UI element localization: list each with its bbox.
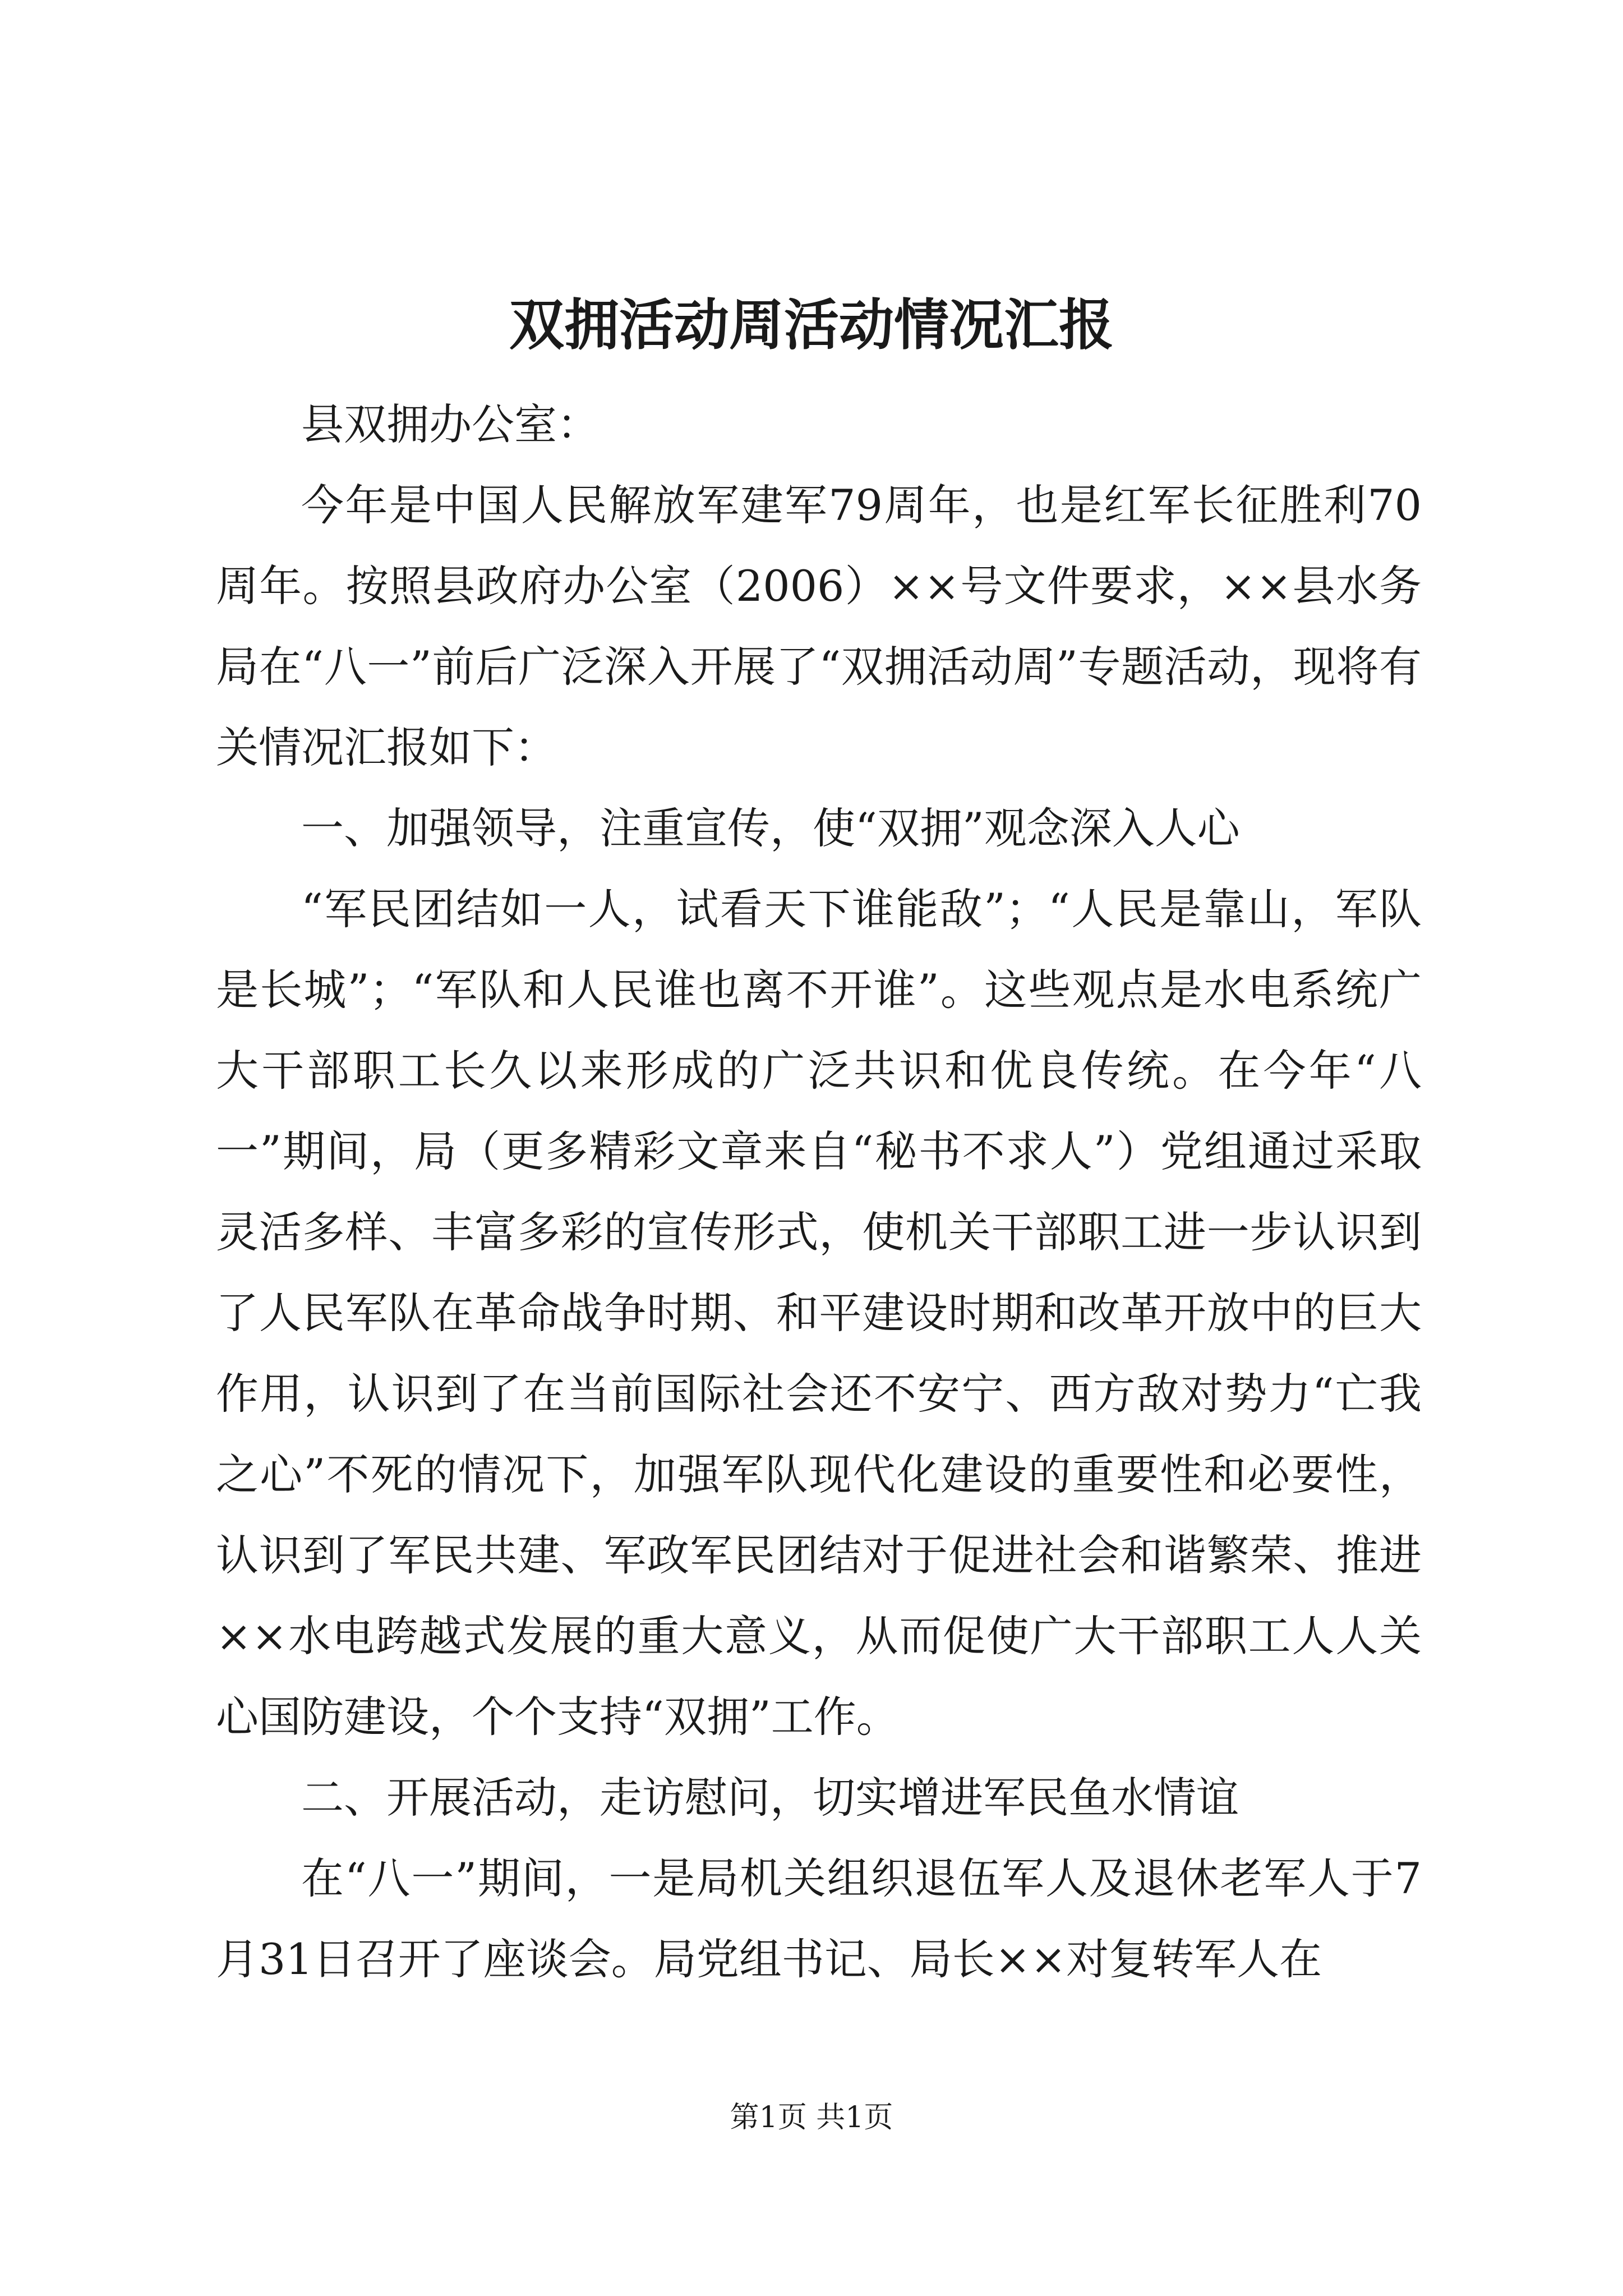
document-body — [216, 384, 1422, 2000]
salutation: 县双拥办公室： — [301, 399, 600, 449]
intro-paragraph: 今年是中国人民解放军建军79周年，也是红军长征胜利70周年。按照县政府办公室（2006）××号文件要求，××县水务局在“八一”前后广泛深入开展了“双拥活动周”专题活动，现将有关情况汇报如下： — [216, 480, 1422, 772]
document-title: 双拥活动周活动情况汇报 — [509, 293, 1114, 357]
section-2-paragraph: 在“八一”期间，一是局机关组织退伍军人及退休老军人于7月31日召开了座谈会。局党组书记、局长××对复转军人在 — [216, 1853, 1422, 1984]
section-heading-1: 一、加强领导，注重宣传，使“双拥”观念深入人心 — [301, 803, 1240, 853]
section-1-paragraph: “军民团结如一人，试看天下谁能敌”；“人民是靠山，军队是长城”；“军队和人民谁也离不开谁”。这些观点是水电系统广大干部职工长久以来形成的广泛共识和优良传统。在今年“八一”期间，局（更多精彩文章来自“秘书不求人”）党组通过采取灵活多样、丰富多彩的宣传形式，使机关干部职工进一步认识到了人民军队在革命战争时期、和平建设时期和改革开放中的巨大作用，认识到了在当前国际社会还不安宁、西方敌对势力“亡我之心”不死的情况下，加强军队现代化建设的重要性和必要性，认识到了军民共建、军政军民团结对于促进社会和谐繁荣、推进××水电跨越式发展的重大意义，从而促使广大干部职工人人关心国防建设，个个支持“双拥”工作。 — [216, 884, 1422, 1742]
page-footer: 第1页 共1页 — [730, 2101, 893, 2134]
section-heading-2: 二、开展活动，走访慰问，切实增进军民鱼水情谊 — [301, 1773, 1239, 1823]
